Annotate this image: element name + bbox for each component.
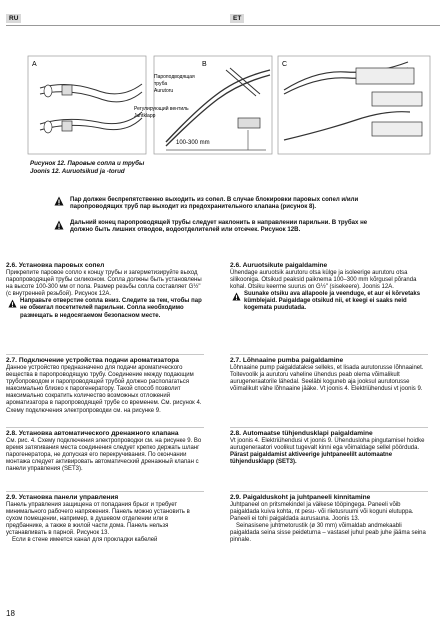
section-et-2-9	[230, 494, 428, 545]
header-rule	[6, 25, 440, 26]
callout-pipe-1: Пароподводящая	[154, 74, 195, 80]
heading: 2.7. Lõhnaaine pumba paigaldamine	[230, 357, 344, 364]
figure-12	[26, 50, 432, 160]
section-et-2-8	[230, 430, 428, 466]
section-divider	[230, 491, 428, 492]
section-ru-2-6	[6, 262, 204, 320]
heading: 2.6. Auruotsikute paigaldamine	[230, 262, 328, 269]
paragraph: Прикрепите паровое сопло к концу трубы и загерметизируйте выход паропроводящей трубы силиконом. Сопла должны быть установлены на высоте 100-300 мм от пола. Размер резьбы сопла составляет G½" (с внутренней резьбой). Рисунок 12A.	[6, 269, 202, 298]
paragraph: Если в стене имеется канал для прокладки кабелей	[12, 537, 158, 544]
paragraph-bold: Pärast paigaldamist aktiveerige juhtpaneelilt automaatne tühjendusklapp (SET3).	[230, 451, 393, 466]
section-divider	[230, 427, 428, 428]
section-ru-2-9	[6, 494, 204, 545]
heading: 2.9. Установка панели управления	[6, 494, 119, 501]
note	[230, 291, 428, 312]
note-text: Suunake otsiku ava allapoole ja veenduge, et aur ei kõrvetaks kümblejaid. Paigaldage otsikud nii, et keegi ei saaks neid kogemata puudutada.	[244, 291, 421, 312]
heading: 2.8. Automaatse tühjendusklapi paigaldamine	[230, 430, 373, 437]
callout-pipe-2: труба	[154, 81, 168, 87]
caption-et: Joonis 12. Auruotsikud ja -torud	[30, 167, 125, 175]
paragraph: Seinasisene juhtmetorustik (ø 30 mm) võimaldab andmekaabli paigaldada seina sisse peideturna – vastasel juhul peab juhe jääma seina pinnale.	[230, 523, 426, 544]
paragraph: Juhtpaneel on pritsmekindel ja väikese tööpingega. Paneeli võib paigaldada kuiva kohta, nt pesu- või riietusruumi või koguni elutuppa. Paneeli ei tohi paigaldada aurusauna. Joonis 13.	[230, 501, 414, 522]
section-divider	[230, 354, 428, 355]
warning-icon	[54, 196, 64, 206]
warning-icon	[54, 220, 64, 230]
panel-b	[154, 56, 272, 154]
section-divider	[6, 491, 204, 492]
heading: 2.6. Установка паровых сопел	[6, 262, 105, 269]
figure-label-c: C	[282, 61, 288, 68]
callout-pipe-3: Aurutoru	[154, 88, 174, 94]
warning-icon	[232, 292, 241, 301]
paragraph: См. рис. 4. Схему подключения электропроводки см. на рисунке 9. Во время затягивания места соединения следует крепко держать шланг парогенератора, не допуская его перекручивания. По окончании монтажа следует активировать автоматический дренажный клапан с панели управления (SET3).	[6, 437, 202, 473]
figure-caption	[30, 160, 144, 175]
section-ru-2-8	[6, 430, 204, 473]
paragraph	[230, 438, 428, 467]
page-number: 18	[6, 609, 15, 618]
paragraph: Данное устройство предназначено для подачи ароматического вещества в паропроводящую трубу. Соединение между подающим трубопроводом и паропроводящей трубой должно располагаться максимально близко к парогенератору. Такой способ позволит максимально сократить количество возможных отложений ароматизатора в паропроводящей трубе со временем. См. рисунок 4. Схему подключения электропроводки см. на рисунке 9.	[6, 364, 202, 414]
section-et-2-7	[230, 357, 428, 393]
lang-tab-et: ET	[230, 14, 244, 23]
panel-a	[28, 56, 146, 154]
heading: 2.7. Подключение устройства подачи ароматизатора	[6, 357, 179, 364]
section-ru-2-7	[6, 357, 204, 415]
paragraph: Панель управления защищена от попадания брызг и требует минимального рабочего напряжения. Панель можно установить в сухом помещении, например, в душевом отделении или в предбаннике, а также в жилой части дома. Панель нельзя устанавливать в парной. Рисунок 13.	[6, 501, 190, 537]
warning-text-2: Дальний конец паропроводящей трубы следует наклонить в направлении парильни. В трубах не должно быть лишних отводов, водоотделителей или отсечек. Рисунок 12B.	[70, 219, 368, 234]
paragraph-text: Vt joonis 4. Elektriühendusi vt joonis 9. Ühendusloha pingutamisel hoidke aurugeneraatori voolikut tugevalt kinni ega võimaldage sellel pöörduda.	[230, 437, 425, 451]
callout-valve-1: Регулирующий вентиль	[134, 106, 189, 112]
callout-valve-2: Juhtklapp	[134, 113, 156, 119]
figure-label-b: B	[202, 61, 207, 68]
dimension-label: 100-300 mm	[176, 140, 210, 146]
heading: 2.9. Paigalduskoht ja juhtpaneeli kinnitamine	[230, 494, 371, 501]
figure-label-a: A	[32, 61, 37, 68]
panel-c	[278, 56, 430, 154]
note-text: Направьте отверстие сопла вниз. Следите за тем, чтобы пар не обжигал посетителей парильни. Сопла необходимо размещать в недосягаемом безопасном месте.	[20, 298, 202, 319]
paragraph: Lõhnaaine pump paigaldatakse selleks, et lisada aurutorusse lõhnaainet. Toitevoolik ja aurutoru vaheline ühendus peab olema võimalikult aurugeneraatorile lähedal. Seeläbi koguneb aja jooksul aurutorusse võimalikult vähe lõhnaaine jääke. Vt joonis 4. Elektriühendusi vt joonis 9.	[230, 364, 424, 393]
lang-tab-ru: RU	[6, 14, 21, 23]
caption-ru: Рисунок 12. Паровые сопла и трубы	[30, 160, 145, 167]
note	[6, 298, 204, 319]
warning-icon	[8, 299, 17, 308]
paragraph: Ühendage auruotsik aurutoru otsa külge ja isoleerige aurutoru otsa silikooniga. Otsikud peaksid paiknema 100–300 mm kõrgusel põranda kohal. Otsiku keerme suurus on G½" (sisekeere). Joonis 12A.	[230, 269, 417, 290]
section-divider	[6, 427, 204, 428]
section-divider	[6, 354, 204, 355]
heading: 2.8. Установка автоматического дренажного клапана	[6, 430, 179, 437]
section-et-2-6	[230, 262, 428, 313]
warning-text-1: Пар должен беспрепятственно выходить из сопел. В случае блокировки паровых сопел и/или паропроводящих труб пар выходит из предохранительного клапана (рисунок 8).	[70, 196, 359, 211]
